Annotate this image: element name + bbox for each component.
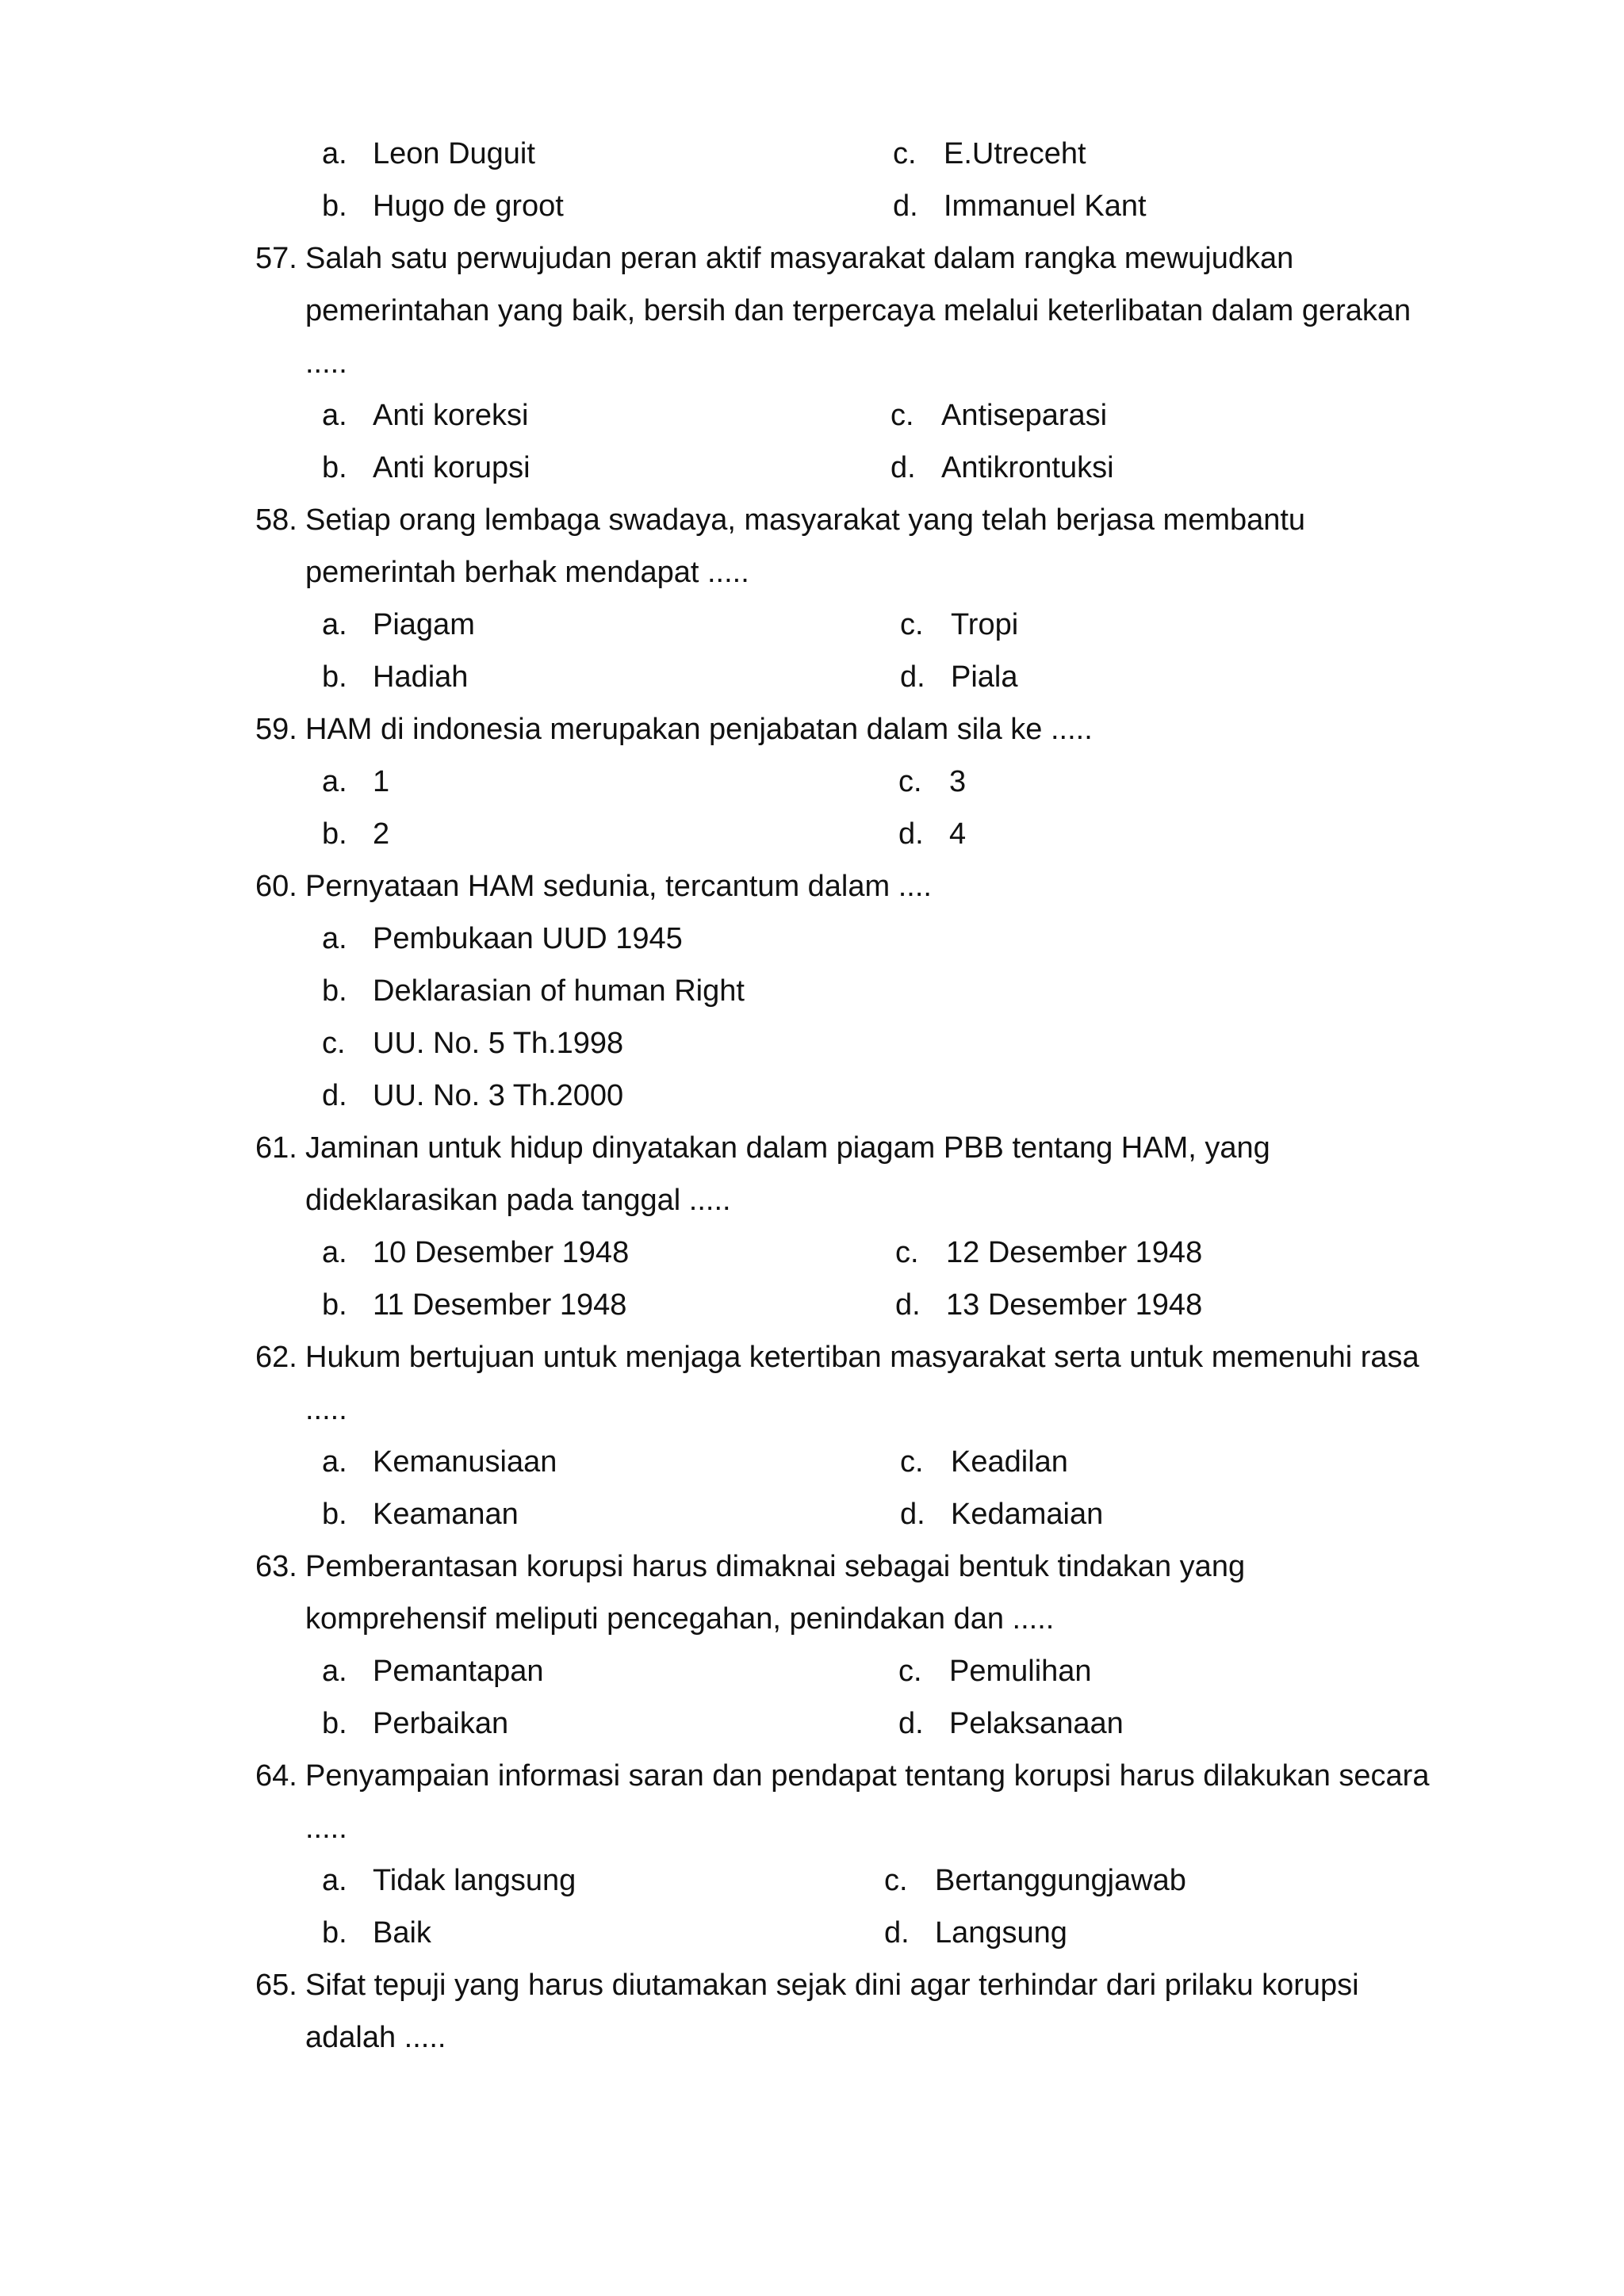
option-letter-d: d. <box>898 817 924 851</box>
option-letter-a: a. <box>322 1236 347 1269</box>
option-letter-a: a. <box>322 399 347 432</box>
option-letter-d: d. <box>884 1916 910 1950</box>
option-letter-b: b. <box>322 660 347 694</box>
q62-option-c: Keadilan <box>951 1445 1068 1479</box>
q63-option-b: Perbaikan <box>373 1707 509 1740</box>
option-letter-c: c. <box>900 608 924 641</box>
option-letter-b: b. <box>322 974 347 1008</box>
q64-text-line: ..... <box>305 1812 347 1845</box>
q61-option-d: 13 Desember 1948 <box>946 1288 1203 1322</box>
option-letter-c: c. <box>891 399 914 432</box>
q63-text-line: komprehensif meliputi pencegahan, penindakan dan ..... <box>305 1602 1055 1636</box>
q59-option-c: 3 <box>949 765 967 798</box>
option-letter-a: a. <box>322 1655 347 1688</box>
q56-option-a: Leon Duguit <box>373 137 535 170</box>
option-letter-a: a. <box>322 765 347 798</box>
q56-option-c: E.Utreceht <box>944 137 1086 170</box>
option-letter-d: d. <box>322 1079 347 1112</box>
option-letter-d: d. <box>891 451 916 484</box>
option-letter-c: c. <box>898 1655 922 1688</box>
option-letter-d: d. <box>900 660 925 694</box>
q65-text-line: Sifat tepuji yang harus diutamakan sejak dini agar terhindar dari prilaku korupsi <box>305 1969 1359 2002</box>
q57-option-b: Anti korupsi <box>373 451 530 484</box>
q64-option-a: Tidak langsung <box>373 1864 576 1897</box>
q62-text-line: Hukum bertujuan untuk menjaga ketertiban masyarakat serta untuk memenuhi rasa <box>305 1341 1419 1374</box>
q57-option-c: Antiseparasi <box>941 399 1108 432</box>
option-letter-d: d. <box>893 189 918 223</box>
option-letter-b: b. <box>322 1707 347 1740</box>
question-number: 58. <box>255 503 297 537</box>
q63-option-c: Pemulihan <box>949 1655 1092 1688</box>
q64-option-c: Bertanggungjawab <box>935 1864 1186 1897</box>
option-letter-b: b. <box>322 1916 347 1950</box>
q58-option-b: Hadiah <box>373 660 469 694</box>
option-letter-d: d. <box>898 1707 924 1740</box>
option-letter-a: a. <box>322 1445 347 1479</box>
q58-option-a: Piagam <box>373 608 475 641</box>
option-letter-b: b. <box>322 1498 347 1531</box>
q59-option-a: 1 <box>373 765 390 798</box>
q59-text-line: HAM di indonesia merupakan penjabatan dalam sila ke ..... <box>305 713 1093 746</box>
q61-text-line: dideklarasikan pada tanggal ..... <box>305 1184 731 1217</box>
q61-text-line: Jaminan untuk hidup dinyatakan dalam piagam PBB tentang HAM, yang <box>305 1131 1270 1165</box>
q62-option-a: Kemanusiaan <box>373 1445 557 1479</box>
question-number: 63. <box>255 1550 297 1583</box>
option-letter-c: c. <box>898 765 922 798</box>
option-letter-b: b. <box>322 189 347 223</box>
option-letter-c: c. <box>895 1236 919 1269</box>
question-number: 65. <box>255 1969 297 2002</box>
q57-option-a: Anti koreksi <box>373 399 529 432</box>
q57-option-d: Antikrontuksi <box>941 451 1114 484</box>
q58-text-line: pemerintah berhak mendapat ..... <box>305 556 749 589</box>
q59-option-b: 2 <box>373 817 390 851</box>
option-letter-a: a. <box>322 1864 347 1897</box>
option-letter-d: d. <box>900 1498 925 1531</box>
q63-option-d: Pelaksanaan <box>949 1707 1124 1740</box>
q65-text-line: adalah ..... <box>305 2021 446 2054</box>
q56-option-d: Immanuel Kant <box>944 189 1147 223</box>
question-number: 59. <box>255 713 297 746</box>
q64-text-line: Penyampaian informasi saran dan pendapat tentang korupsi harus dilakukan secara <box>305 1759 1430 1793</box>
question-number: 57. <box>255 242 297 275</box>
question-number: 61. <box>255 1131 297 1165</box>
q62-text-line: ..... <box>305 1393 347 1426</box>
q64-option-d: Langsung <box>935 1916 1067 1950</box>
q59-option-d: 4 <box>949 817 967 851</box>
q60-option-d: UU. No. 3 Th.2000 <box>373 1079 624 1112</box>
q60-option-a: Pembukaan UUD 1945 <box>373 922 683 955</box>
option-letter-c: c. <box>322 1027 346 1060</box>
option-letter-b: b. <box>322 1288 347 1322</box>
q61-option-c: 12 Desember 1948 <box>946 1236 1203 1269</box>
q63-text-line: Pemberantasan korupsi harus dimaknai sebagai bentuk tindakan yang <box>305 1550 1246 1583</box>
q60-option-c: UU. No. 5 Th.1998 <box>373 1027 624 1060</box>
q62-option-d: Kedamaian <box>951 1498 1104 1531</box>
q57-text-line: Salah satu perwujudan peran aktif masyarakat dalam rangka mewujudkan <box>305 242 1294 275</box>
q57-text-line: ..... <box>305 346 347 380</box>
q56-option-b: Hugo de groot <box>373 189 564 223</box>
option-letter-a: a. <box>322 608 347 641</box>
option-letter-c: c. <box>884 1864 908 1897</box>
q58-option-d: Piala <box>951 660 1018 694</box>
option-letter-a: a. <box>322 922 347 955</box>
option-letter-b: b. <box>322 451 347 484</box>
q63-option-a: Pemantapan <box>373 1655 544 1688</box>
q57-text-line: pemerintahan yang baik, bersih dan terpercaya melalui keterlibatan dalam gerakan <box>305 294 1411 327</box>
option-letter-b: b. <box>322 817 347 851</box>
option-letter-a: a. <box>322 137 347 170</box>
option-letter-d: d. <box>895 1288 921 1322</box>
q61-option-b: 11 Desember 1948 <box>373 1288 627 1322</box>
q60-option-b: Deklarasian of human Right <box>373 974 745 1008</box>
question-number: 60. <box>255 870 297 903</box>
q60-text-line: Pernyataan HAM sedunia, tercantum dalam .... <box>305 870 932 903</box>
q58-text-line: Setiap orang lembaga swadaya, masyarakat yang telah berjasa membantu <box>305 503 1306 537</box>
q62-option-b: Keamanan <box>373 1498 519 1531</box>
question-number: 64. <box>255 1759 297 1793</box>
q64-option-b: Baik <box>373 1916 431 1950</box>
q58-option-c: Tropi <box>951 608 1019 641</box>
option-letter-c: c. <box>893 137 917 170</box>
option-letter-c: c. <box>900 1445 924 1479</box>
q61-option-a: 10 Desember 1948 <box>373 1236 630 1269</box>
question-number: 62. <box>255 1341 297 1374</box>
